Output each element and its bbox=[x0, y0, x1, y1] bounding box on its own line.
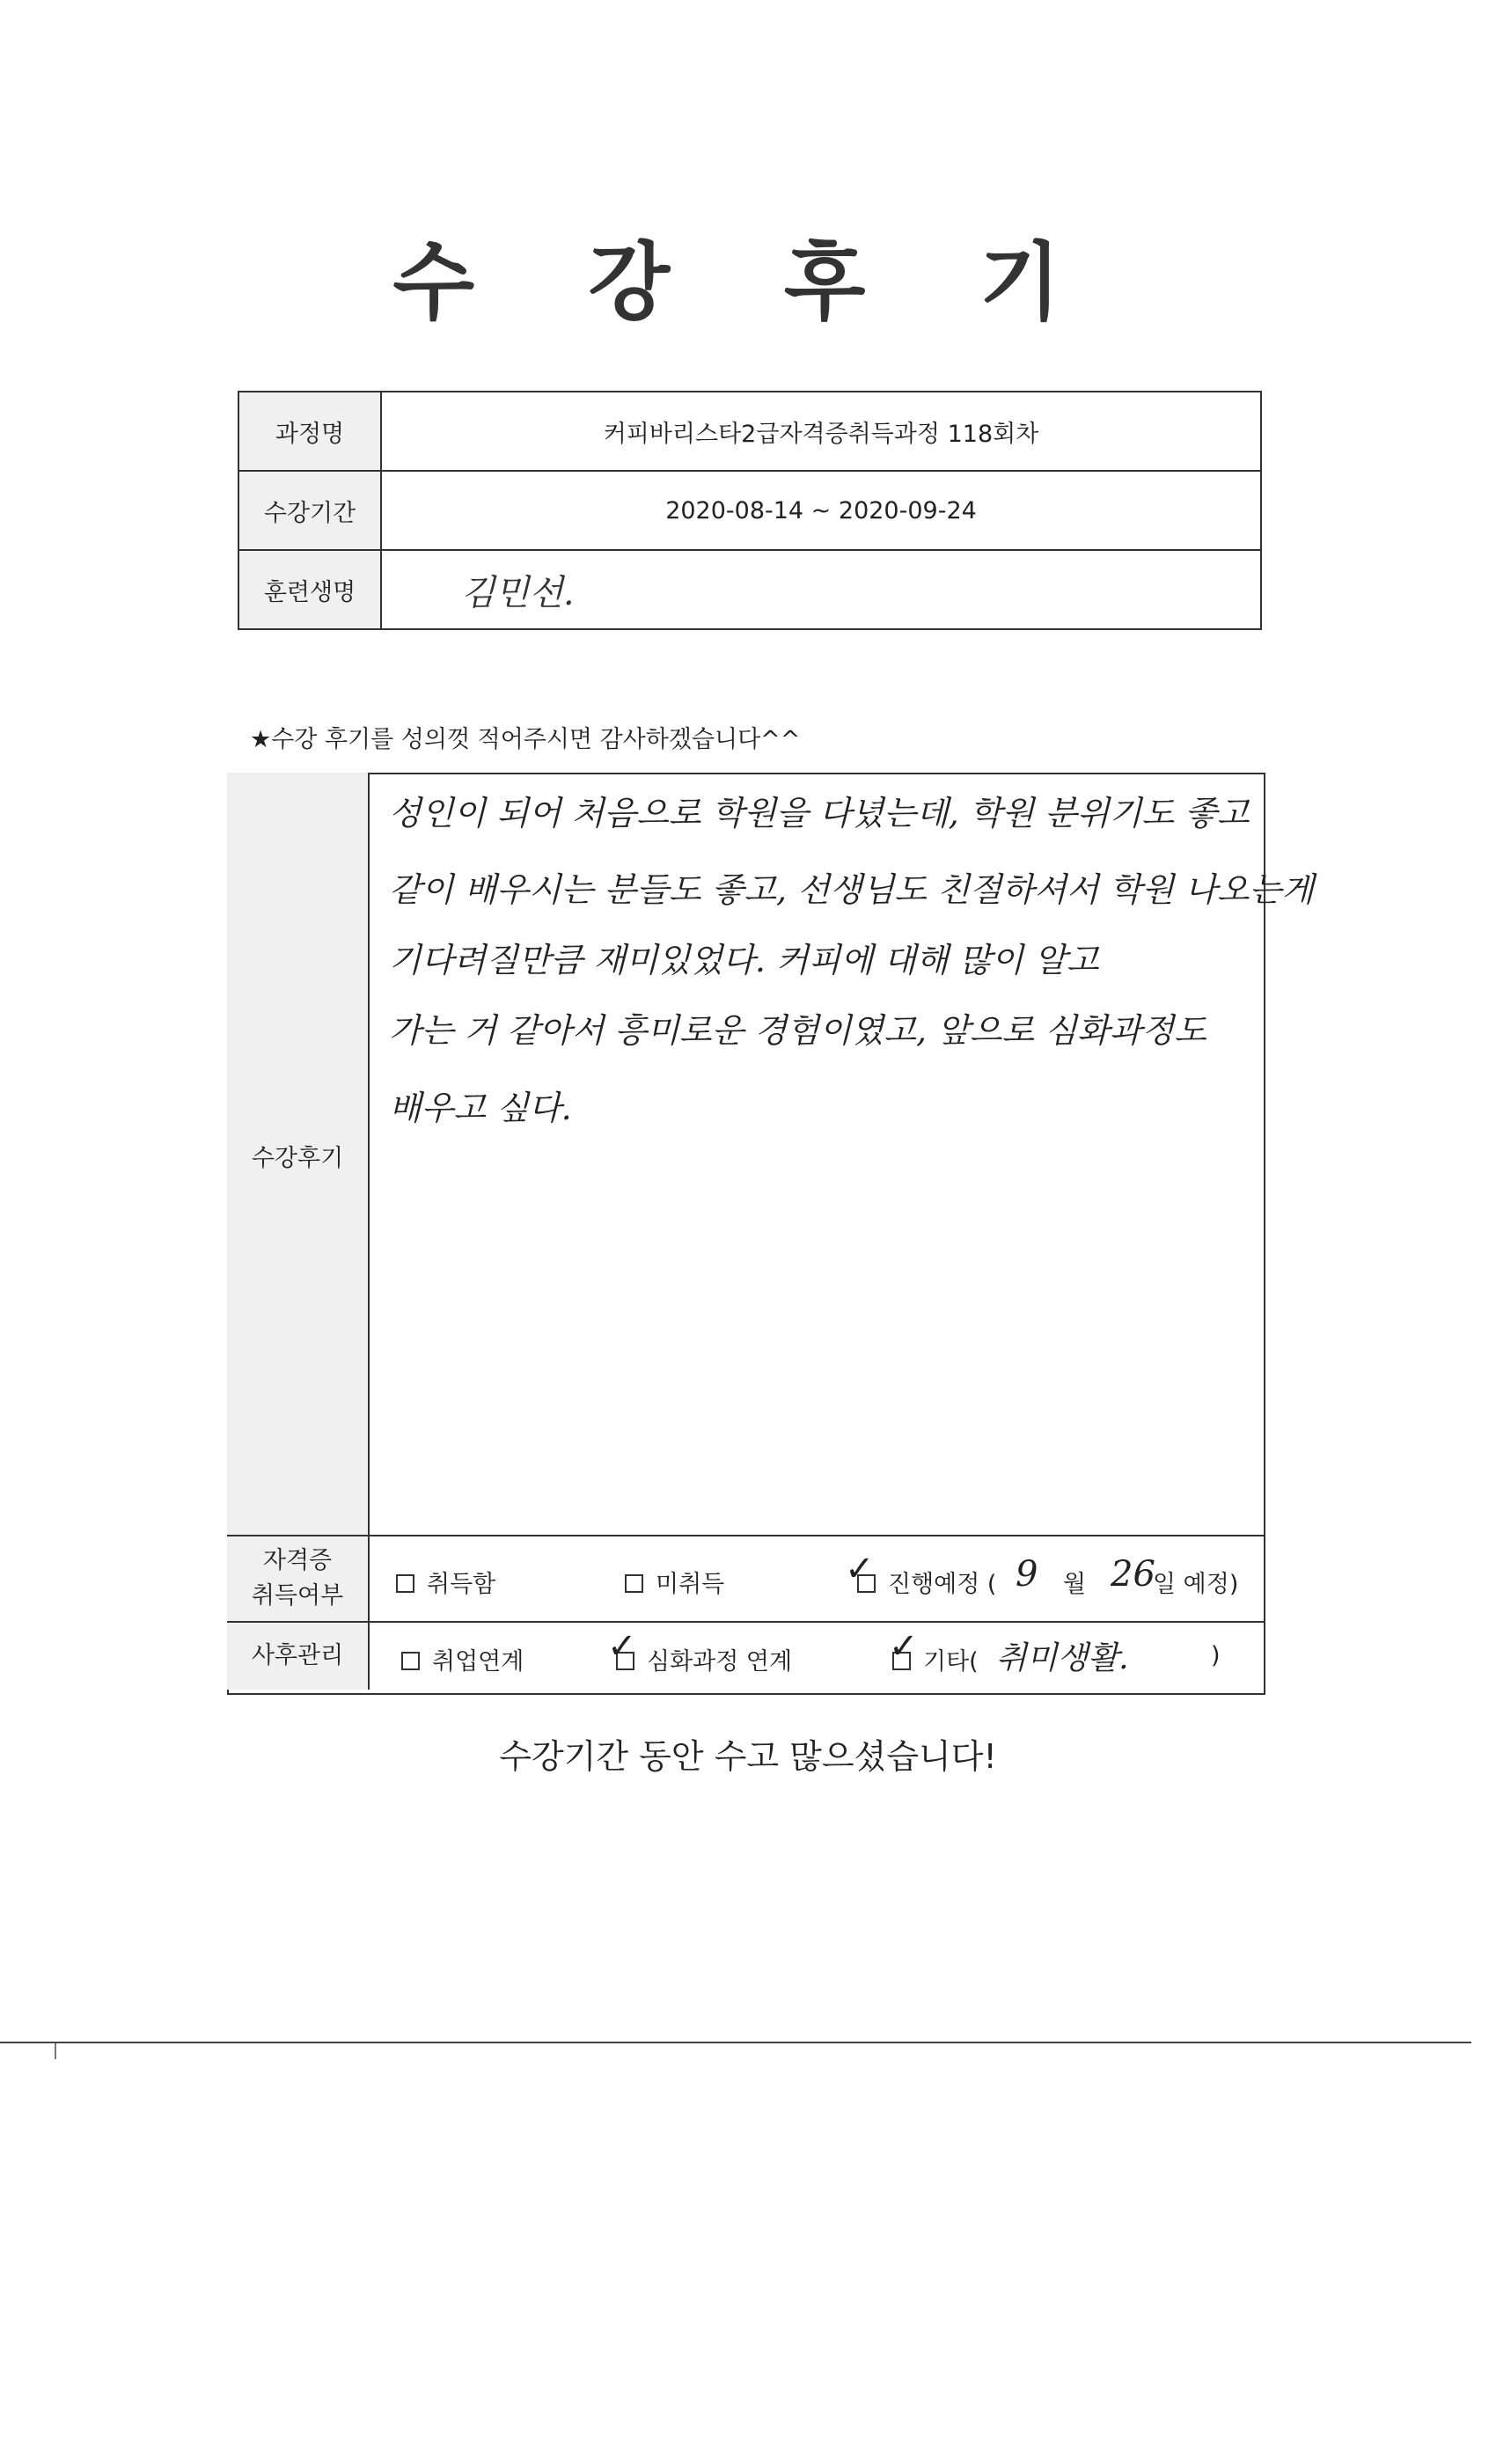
checkmark-planned-icon: ✓ bbox=[845, 1549, 875, 1589]
checkbox-employment[interactable] bbox=[401, 1652, 420, 1670]
period-label: 수강기간 bbox=[238, 471, 381, 550]
course-value: 커피바리스타2급자격증취득과정 118회차 bbox=[381, 392, 1261, 471]
scan-edge-line bbox=[0, 2042, 1471, 2043]
closing-message: 수강기간 동안 수고 많으셨습니다! bbox=[499, 1737, 997, 1776]
certificate-label-line1: 자격증 bbox=[262, 1547, 333, 1574]
certificate-label-cell bbox=[227, 1536, 370, 1621]
review-line-1: 성인이 되어 처음으로 학원을 다녔는데, 학원 분위기도 좋고 bbox=[389, 794, 1250, 832]
other-close-paren: ) bbox=[1211, 1642, 1221, 1669]
option-planned-label: 진행예정 ( bbox=[888, 1571, 997, 1598]
review-line-4: 가는 거 같아서 흥미로운 경험이였고, 앞으로 심화과정도 bbox=[389, 1011, 1206, 1050]
option-not-obtained-label: 미취득 bbox=[656, 1571, 725, 1598]
option-other-label: 기타( bbox=[923, 1648, 979, 1676]
review-line-3: 기다려질만큼 재미있었다. 커피에 대해 많이 알고 bbox=[389, 941, 1099, 979]
checkbox-not-obtained[interactable] bbox=[625, 1574, 643, 1593]
day-unit: 일 예정) bbox=[1153, 1571, 1239, 1598]
review-notice: ★수강 후기를 성의껏 적어주시면 감사하겠습니다^^ bbox=[250, 726, 801, 753]
option-not-obtained[interactable] bbox=[625, 1565, 724, 1599]
checkmark-other-icon: ✓ bbox=[889, 1626, 919, 1667]
review-line-2: 같이 배우시는 분들도 좋고, 선생님도 친절하셔서 학원 나오는게 bbox=[389, 870, 1315, 909]
review-label-cell bbox=[227, 773, 370, 1535]
trainee-label: 훈련생명 bbox=[238, 550, 381, 629]
row-divider bbox=[227, 1621, 1264, 1623]
option-obtained-label: 취득함 bbox=[427, 1571, 496, 1598]
other-value-handwritten: 취미생활. bbox=[996, 1640, 1129, 1676]
certificate-label-line2: 취득여부 bbox=[251, 1582, 344, 1610]
checkbox-obtained[interactable] bbox=[396, 1574, 414, 1593]
trainee-name-handwritten: 김민선. bbox=[381, 550, 1261, 629]
course-info-table bbox=[238, 391, 1262, 630]
page-title: 수 강 후 기 bbox=[392, 233, 1104, 332]
planned-month-handwritten: 9 bbox=[1016, 1554, 1038, 1595]
period-row bbox=[238, 471, 1261, 550]
option-obtained[interactable] bbox=[396, 1565, 495, 1599]
option-employment-label: 취업연계 bbox=[432, 1648, 524, 1676]
scan-edge-tick bbox=[55, 2043, 56, 2059]
period-value: 2020-08-14 ~ 2020-09-24 bbox=[381, 471, 1261, 550]
trainee-row bbox=[238, 550, 1261, 629]
option-advanced[interactable] bbox=[616, 1642, 792, 1676]
option-advanced-label: 심화과정 연계 bbox=[647, 1648, 793, 1676]
review-label: 수강후기 bbox=[251, 1145, 344, 1172]
checkmark-advanced-icon: ✓ bbox=[607, 1626, 637, 1667]
review-line-5: 배우고 싶다. bbox=[389, 1089, 572, 1127]
month-unit: 월 bbox=[1063, 1571, 1087, 1598]
course-row bbox=[238, 392, 1261, 471]
course-label: 과정명 bbox=[238, 392, 381, 471]
option-planned[interactable] bbox=[857, 1565, 996, 1599]
planned-day-handwritten: 26 bbox=[1111, 1554, 1155, 1595]
review-form bbox=[227, 773, 1265, 1695]
aftercare-label-cell bbox=[227, 1623, 370, 1690]
option-employment[interactable] bbox=[401, 1642, 524, 1676]
row-divider bbox=[227, 1535, 1264, 1536]
aftercare-label: 사후관리 bbox=[251, 1642, 344, 1669]
